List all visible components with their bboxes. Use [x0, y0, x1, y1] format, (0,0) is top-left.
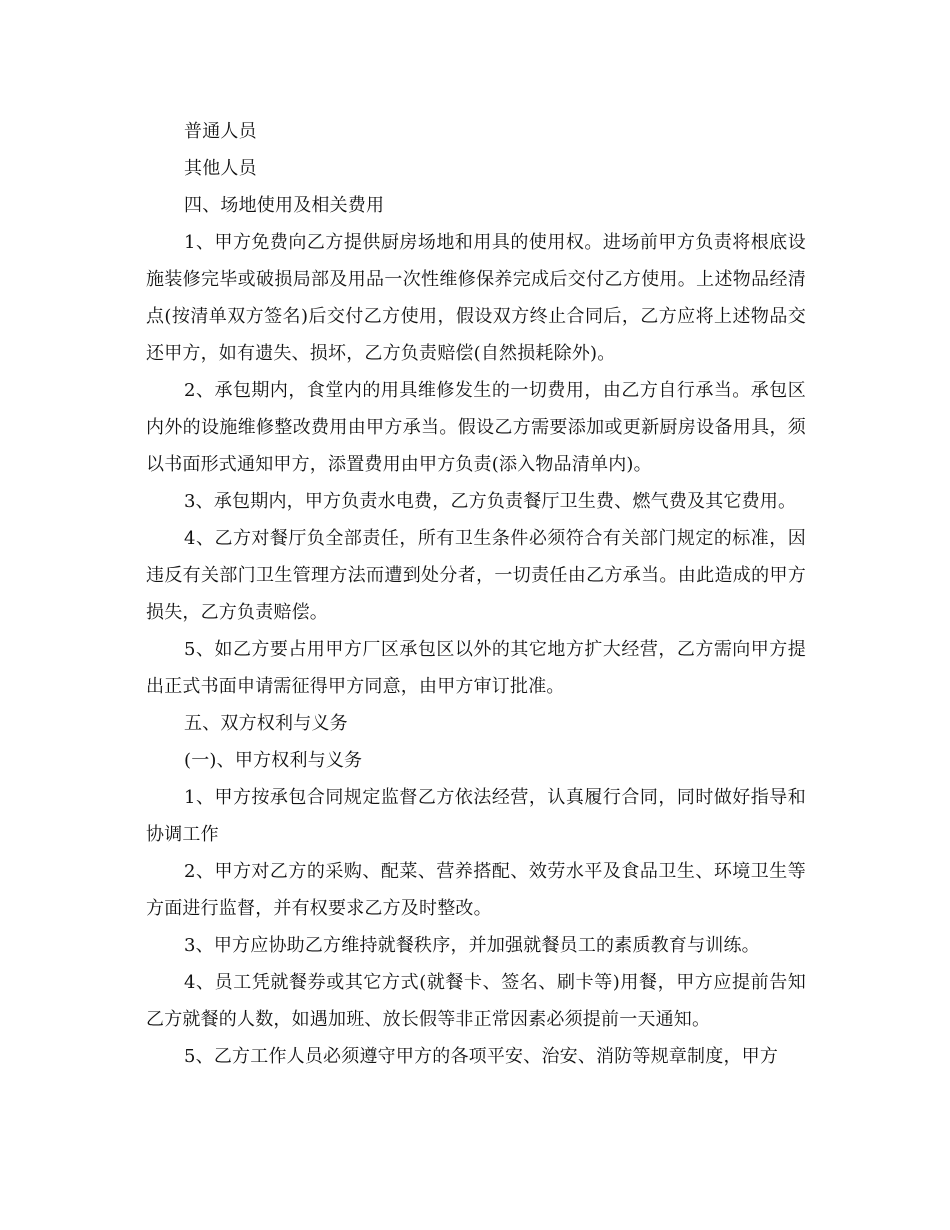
paragraph-party-a-5: 5、乙方工作人员必须遵守甲方的各项平安、治安、消防等规章制度，甲方: [184, 1046, 779, 1067]
paragraph-party-a-1: 1、甲方按承包合同规定监督乙方依法经营，认真履行合同，同时做好指导和协调工作: [146, 787, 806, 845]
paragraph-staff-regular: 普通人员: [184, 121, 257, 142]
paragraph-venue-3: 3、承包期内，甲方负责水电费，乙方负责餐厅卫生费、燃气费及其它费用。: [184, 491, 797, 512]
paragraph-staff-other: 其他人员: [184, 158, 257, 179]
section-heading-venue-fees: 四、场地使用及相关费用: [184, 195, 385, 216]
paragraph-venue-2: 2、承包期内，食堂内的用具维修发生的一切费用，由乙方自行承当。承包区内外的设施维修整改费用由甲方承当。假设乙方需要添加或更新厨房设备用具，须以书面形式通知甲方，添置费用由甲方负责(添入物品清单内)。: [146, 380, 806, 475]
paragraph-party-a-2: 2、甲方对乙方的采购、配菜、营养搭配、效劳水平及食品卫生、环境卫生等方面进行监督，并有权要求乙方及时整改。: [146, 861, 806, 919]
paragraph-party-a-3: 3、甲方应协助乙方维持就餐秩序，并加强就餐员工的素质教育与训练。: [184, 935, 760, 956]
section-heading-rights-duties: 五、双方权利与义务: [184, 713, 348, 734]
paragraph-venue-5: 5、如乙方要占用甲方厂区承包区以外的其它地方扩大经营，乙方需向甲方提出正式书面申请需征得甲方同意，由甲方审订批准。: [146, 639, 806, 697]
document-body: [146, 113, 806, 1075]
paragraph-venue-1: 1、甲方免费向乙方提供厨房场地和用具的使用权。进场前甲方负责将根底设施装修完毕或破损局部及用品一次性维修保养完成后交付乙方使用。上述物品经清点(按清单双方签名)后交付乙方使用，假设双方终止合同后，乙方应将上述物品交还甲方，如有遗失、损坏，乙方负责赔偿(自然损耗除外)。: [146, 232, 806, 364]
paragraph-party-a-4: 4、员工凭就餐券或其它方式(就餐卡、签名、刷卡等)用餐，甲方应提前告知乙方就餐的人数，如遇加班、放长假等非正常因素必须提前一天通知。: [146, 972, 806, 1030]
paragraph-venue-4: 4、乙方对餐厅负全部责任，所有卫生条件必须符合有关部门规定的标准，因违反有关部门卫生管理方法而遭到处分者，一切责任由乙方承当。由此造成的甲方损失，乙方负责赔偿。: [146, 528, 806, 623]
subsection-heading-party-a: (一)、甲方权利与义务: [184, 750, 363, 771]
